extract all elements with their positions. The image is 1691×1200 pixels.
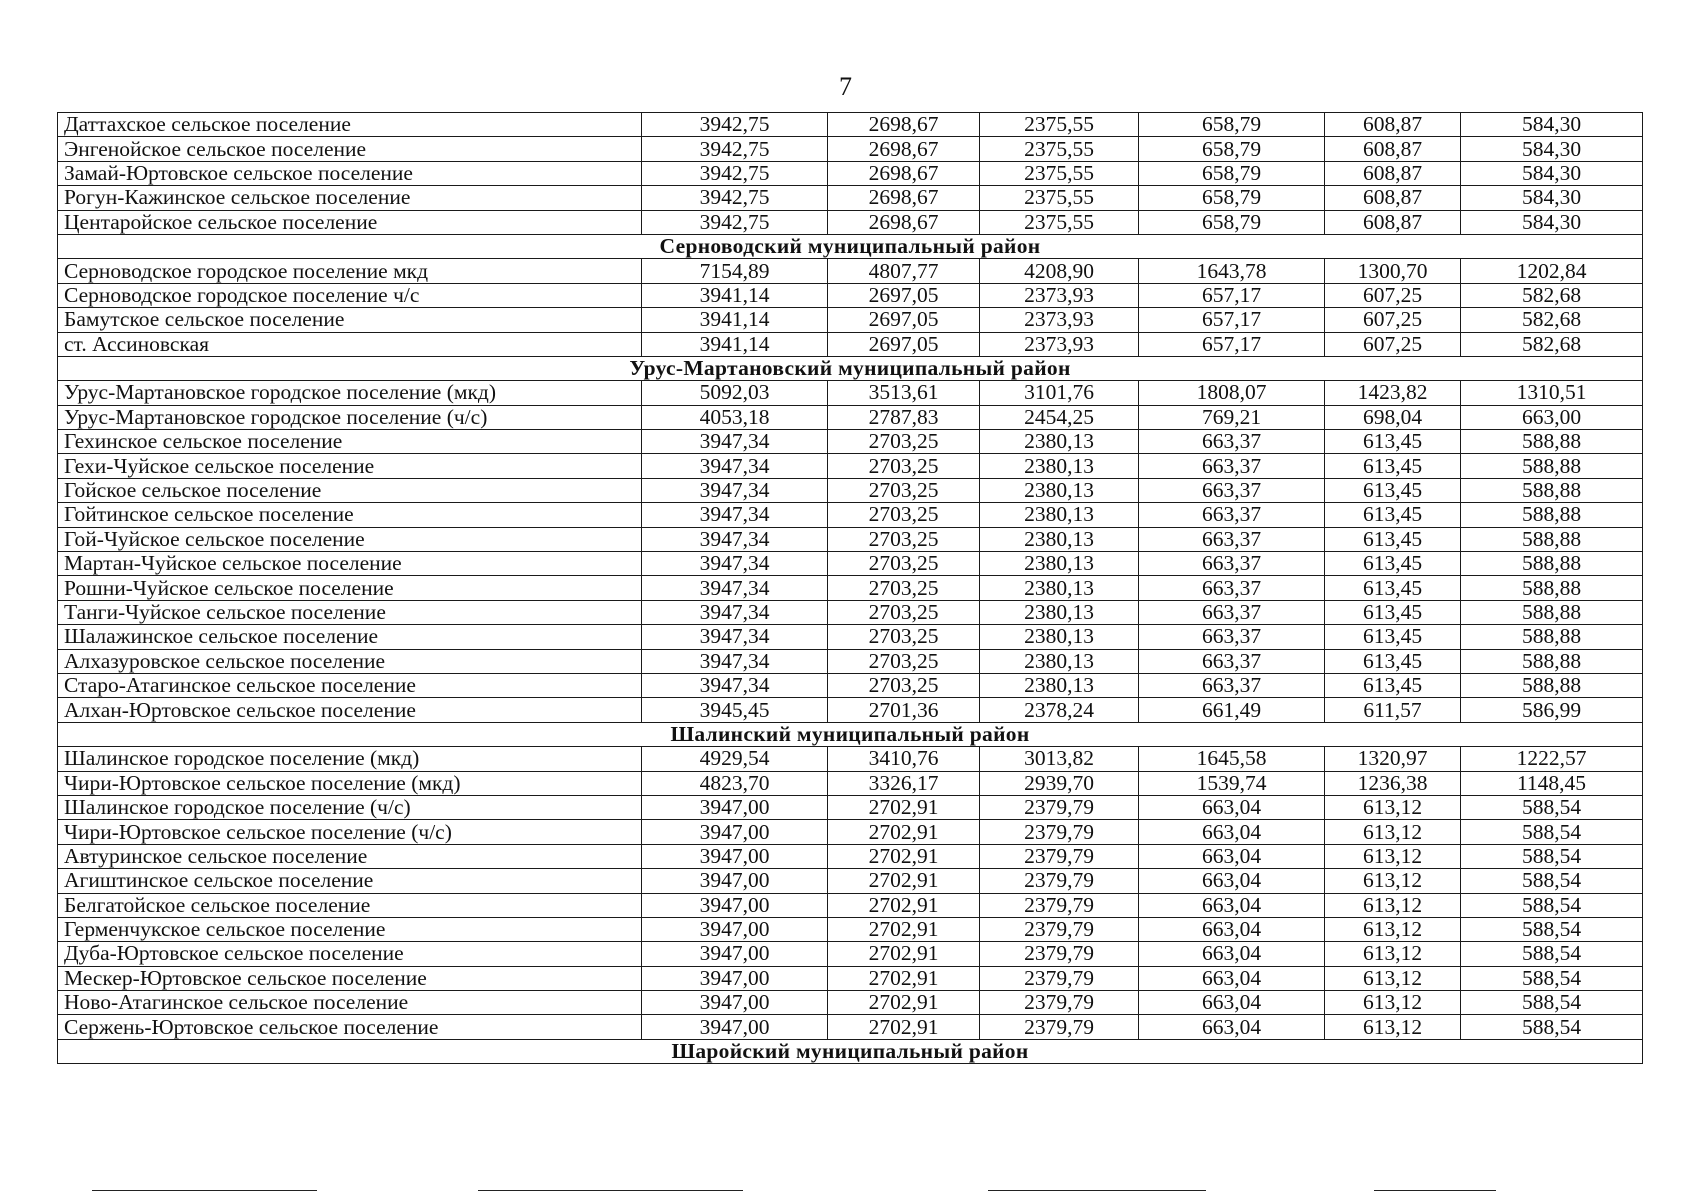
tariff-value-cell: 613,12	[1325, 917, 1461, 941]
tariff-value-cell: 3947,34	[642, 454, 828, 478]
tariff-table	[57, 112, 1643, 1064]
district-name: Шаройский муниципальный район	[58, 1039, 1643, 1063]
tariff-value-cell: 582,68	[1461, 308, 1643, 332]
settlement-name: Гойтинское сельское поселение	[58, 503, 642, 527]
settlement-name: Центаройское сельское поселение	[58, 210, 642, 234]
signature-line	[988, 1190, 1206, 1191]
tariff-value-cell: 613,45	[1325, 478, 1461, 502]
table-row	[58, 186, 1643, 210]
tariff-value-cell: 2379,79	[980, 893, 1139, 917]
tariff-value-cell: 588,88	[1461, 478, 1643, 502]
tariff-value-cell: 613,12	[1325, 893, 1461, 917]
table-row	[58, 942, 1643, 966]
tariff-value-cell: 663,37	[1139, 478, 1325, 502]
tariff-value-cell: 2380,13	[980, 478, 1139, 502]
tariff-value-cell: 2698,67	[828, 210, 980, 234]
settlement-name: Старо-Атагинское сельское поселение	[58, 673, 642, 697]
tariff-value-cell: 588,54	[1461, 942, 1643, 966]
tariff-value-cell: 2378,24	[980, 698, 1139, 722]
tariff-value-cell: 2702,91	[828, 844, 980, 868]
tariff-value-cell: 1202,84	[1461, 259, 1643, 283]
tariff-value-cell: 1300,70	[1325, 259, 1461, 283]
tariff-value-cell: 611,57	[1325, 698, 1461, 722]
table-row	[58, 600, 1643, 624]
tariff-value-cell: 3947,00	[642, 942, 828, 966]
tariff-value-cell: 1539,74	[1139, 771, 1325, 795]
tariff-value-cell: 663,04	[1139, 1015, 1325, 1039]
tariff-value-cell: 1222,57	[1461, 747, 1643, 771]
tariff-value-cell: 2379,79	[980, 1015, 1139, 1039]
table-row	[58, 625, 1643, 649]
settlement-name: Чири-Юртовское сельское поселение (ч/с)	[58, 820, 642, 844]
tariff-value-cell: 2703,25	[828, 576, 980, 600]
table-row	[58, 259, 1643, 283]
tariff-value-cell: 698,04	[1325, 405, 1461, 429]
table-row	[58, 747, 1643, 771]
settlement-name: Энгенойское сельское поселение	[58, 137, 642, 161]
tariff-value-cell: 3941,14	[642, 283, 828, 307]
tariff-value-cell: 588,54	[1461, 1015, 1643, 1039]
tariff-value-cell: 608,87	[1325, 210, 1461, 234]
tariff-value-cell: 3941,14	[642, 332, 828, 356]
tariff-value-cell: 2379,79	[980, 917, 1139, 941]
tariff-value-cell: 657,17	[1139, 332, 1325, 356]
settlement-name: Шалажинское сельское поселение	[58, 625, 642, 649]
tariff-value-cell: 3942,75	[642, 210, 828, 234]
table-row	[58, 771, 1643, 795]
tariff-value-cell: 588,88	[1461, 527, 1643, 551]
tariff-value-cell: 607,25	[1325, 283, 1461, 307]
tariff-value-cell: 3941,14	[642, 308, 828, 332]
tariff-value-cell: 588,54	[1461, 844, 1643, 868]
tariff-value-cell: 658,79	[1139, 113, 1325, 137]
tariff-value-cell: 2373,93	[980, 332, 1139, 356]
tariff-value-cell: 658,79	[1139, 161, 1325, 185]
tariff-value-cell: 3947,00	[642, 795, 828, 819]
tariff-value-cell: 2380,13	[980, 430, 1139, 454]
tariff-value-cell: 613,12	[1325, 942, 1461, 966]
tariff-value-cell: 588,54	[1461, 893, 1643, 917]
settlement-name: Мескер-Юртовское сельское поселение	[58, 966, 642, 990]
tariff-value-cell: 588,54	[1461, 991, 1643, 1015]
tariff-value-cell: 2379,79	[980, 844, 1139, 868]
table-row	[58, 893, 1643, 917]
tariff-value-cell: 3947,00	[642, 966, 828, 990]
tariff-value-cell: 2698,67	[828, 186, 980, 210]
tariff-value-cell: 3947,00	[642, 893, 828, 917]
tariff-value-cell: 608,87	[1325, 161, 1461, 185]
tariff-value-cell: 2380,13	[980, 552, 1139, 576]
tariff-value-cell: 1423,82	[1325, 381, 1461, 405]
tariff-value-cell: 584,30	[1461, 113, 1643, 137]
table-row	[58, 161, 1643, 185]
table-row	[58, 552, 1643, 576]
tariff-value-cell: 663,37	[1139, 527, 1325, 551]
tariff-value-cell: 4053,18	[642, 405, 828, 429]
tariff-value-cell: 663,04	[1139, 869, 1325, 893]
tariff-value-cell: 584,30	[1461, 137, 1643, 161]
tariff-value-cell: 2380,13	[980, 649, 1139, 673]
settlement-name: Агиштинское сельское поселение	[58, 869, 642, 893]
tariff-value-cell: 613,12	[1325, 820, 1461, 844]
tariff-value-cell: 2703,25	[828, 454, 980, 478]
tariff-value-cell: 2702,91	[828, 917, 980, 941]
tariff-value-cell: 2373,93	[980, 283, 1139, 307]
tariff-value-cell: 3947,34	[642, 503, 828, 527]
tariff-value-cell: 1643,78	[1139, 259, 1325, 283]
settlement-name: Урус-Мартановское городское поселение (мкд)	[58, 381, 642, 405]
tariff-value-cell: 2375,55	[980, 210, 1139, 234]
tariff-value-cell: 663,04	[1139, 917, 1325, 941]
tariff-value-cell: 3947,34	[642, 649, 828, 673]
tariff-value-cell: 613,12	[1325, 795, 1461, 819]
settlement-name: Алхазуровское сельское поселение	[58, 649, 642, 673]
tariff-value-cell: 1236,38	[1325, 771, 1461, 795]
settlement-name: Автуринское сельское поселение	[58, 844, 642, 868]
table-row	[58, 283, 1643, 307]
tariff-value-cell: 613,45	[1325, 649, 1461, 673]
tariff-value-cell: 2380,13	[980, 673, 1139, 697]
tariff-value-cell: 2703,25	[828, 552, 980, 576]
tariff-value-cell: 607,25	[1325, 308, 1461, 332]
tariff-value-cell: 658,79	[1139, 137, 1325, 161]
tariff-value-cell: 5092,03	[642, 381, 828, 405]
tariff-value-cell: 3947,00	[642, 844, 828, 868]
page-number: 7	[839, 72, 852, 101]
tariff-value-cell: 663,37	[1139, 503, 1325, 527]
tariff-value-cell: 2380,13	[980, 600, 1139, 624]
tariff-value-cell: 2697,05	[828, 332, 980, 356]
district-header-row	[58, 722, 1643, 746]
tariff-value-cell: 663,04	[1139, 991, 1325, 1015]
tariff-value-cell: 663,04	[1139, 966, 1325, 990]
tariff-value-cell: 588,88	[1461, 673, 1643, 697]
tariff-value-cell: 2698,67	[828, 161, 980, 185]
tariff-value-cell: 3942,75	[642, 137, 828, 161]
settlement-name: Чири-Юртовское сельское поселение (мкд)	[58, 771, 642, 795]
tariff-value-cell: 663,37	[1139, 625, 1325, 649]
tariff-value-cell: 663,00	[1461, 405, 1643, 429]
tariff-value-cell: 3942,75	[642, 186, 828, 210]
tariff-value-cell: 663,37	[1139, 454, 1325, 478]
tariff-value-cell: 588,88	[1461, 625, 1643, 649]
tariff-value-cell: 2379,79	[980, 820, 1139, 844]
table-row	[58, 820, 1643, 844]
tariff-value-cell: 2702,91	[828, 1015, 980, 1039]
tariff-value-cell: 2701,36	[828, 698, 980, 722]
district-header-row	[58, 1039, 1643, 1063]
settlement-name: Мартан-Чуйское сельское поселение	[58, 552, 642, 576]
table-row	[58, 478, 1643, 502]
tariff-value-cell: 2697,05	[828, 283, 980, 307]
table-row	[58, 405, 1643, 429]
tariff-value-cell: 4929,54	[642, 747, 828, 771]
tariff-value-cell: 588,88	[1461, 600, 1643, 624]
settlement-name: Сержень-Юртовское сельское поселение	[58, 1015, 642, 1039]
tariff-value-cell: 658,79	[1139, 186, 1325, 210]
district-name: Шалинский муниципальный район	[58, 722, 1643, 746]
settlement-name: Танги-Чуйское сельское поселение	[58, 600, 642, 624]
table-row	[58, 649, 1643, 673]
tariff-value-cell: 588,88	[1461, 576, 1643, 600]
tariff-value-cell: 2702,91	[828, 893, 980, 917]
tariff-value-cell: 2703,25	[828, 527, 980, 551]
signature-line	[1374, 1190, 1496, 1191]
tariff-value-cell: 2702,91	[828, 942, 980, 966]
tariff-value-cell: 613,45	[1325, 576, 1461, 600]
settlement-name: Серноводское городское поселение ч/с	[58, 283, 642, 307]
tariff-value-cell: 3945,45	[642, 698, 828, 722]
tariff-value-cell: 3513,61	[828, 381, 980, 405]
tariff-value-cell: 3947,34	[642, 527, 828, 551]
tariff-value-cell: 588,54	[1461, 966, 1643, 990]
settlement-name: Ново-Атагинское сельское поселение	[58, 991, 642, 1015]
table-row	[58, 454, 1643, 478]
tariff-value-cell: 2703,25	[828, 430, 980, 454]
tariff-value-cell: 663,37	[1139, 552, 1325, 576]
table-row	[58, 503, 1643, 527]
tariff-value-cell: 2375,55	[980, 186, 1139, 210]
settlement-name: Алхан-Юртовское сельское поселение	[58, 698, 642, 722]
settlement-name: Бамутское сельское поселение	[58, 308, 642, 332]
tariff-value-cell: 588,88	[1461, 454, 1643, 478]
tariff-value-cell: 613,12	[1325, 966, 1461, 990]
tariff-value-cell: 2375,55	[980, 161, 1139, 185]
table-row	[58, 795, 1643, 819]
tariff-value-cell: 2702,91	[828, 966, 980, 990]
tariff-value-cell: 608,87	[1325, 186, 1461, 210]
tariff-value-cell: 3947,34	[642, 625, 828, 649]
tariff-value-cell: 1148,45	[1461, 771, 1643, 795]
tariff-value-cell: 613,12	[1325, 1015, 1461, 1039]
tariff-value-cell: 2703,25	[828, 649, 980, 673]
tariff-value-cell: 2379,79	[980, 991, 1139, 1015]
settlement-name: Гой-Чуйское сельское поселение	[58, 527, 642, 551]
table-row	[58, 210, 1643, 234]
table-row	[58, 869, 1643, 893]
tariff-value-cell: 613,45	[1325, 454, 1461, 478]
tariff-value-cell: 663,04	[1139, 844, 1325, 868]
tariff-value-cell: 2454,25	[980, 405, 1139, 429]
tariff-value-cell: 769,21	[1139, 405, 1325, 429]
tariff-value-cell: 3947,00	[642, 869, 828, 893]
settlement-name: Рогун-Кажинское сельское поселение	[58, 186, 642, 210]
table-row	[58, 381, 1643, 405]
tariff-value-cell: 2698,67	[828, 137, 980, 161]
settlement-name: Серноводское городское поселение мкд	[58, 259, 642, 283]
tariff-value-cell: 582,68	[1461, 332, 1643, 356]
settlement-name: Рошни-Чуйское сельское поселение	[58, 576, 642, 600]
district-name: Урус-Мартановский муниципальный район	[58, 356, 1643, 380]
tariff-value-cell: 2703,25	[828, 478, 980, 502]
table-row	[58, 137, 1643, 161]
tariff-value-cell: 613,12	[1325, 991, 1461, 1015]
tariff-value-cell: 2703,25	[828, 600, 980, 624]
tariff-value-cell: 584,30	[1461, 210, 1643, 234]
tariff-value-cell: 2939,70	[980, 771, 1139, 795]
tariff-value-cell: 586,99	[1461, 698, 1643, 722]
settlement-name: Замай-Юртовское сельское поселение	[58, 161, 642, 185]
tariff-value-cell: 588,54	[1461, 917, 1643, 941]
tariff-value-cell: 584,30	[1461, 186, 1643, 210]
tariff-value-cell: 2380,13	[980, 576, 1139, 600]
tariff-value-cell: 613,12	[1325, 869, 1461, 893]
settlement-name: Дуба-Юртовское сельское поселение	[58, 942, 642, 966]
tariff-value-cell: 3013,82	[980, 747, 1139, 771]
settlement-name: ст. Ассиновская	[58, 332, 642, 356]
table-row	[58, 844, 1643, 868]
tariff-value-cell: 3410,76	[828, 747, 980, 771]
tariff-value-cell: 2697,05	[828, 308, 980, 332]
tariff-value-cell: 4807,77	[828, 259, 980, 283]
table-row	[58, 308, 1643, 332]
tariff-value-cell: 3947,34	[642, 673, 828, 697]
signature-line	[92, 1190, 317, 1191]
tariff-value-cell: 2379,79	[980, 966, 1139, 990]
settlement-name: Гехи-Чуйское сельское поселение	[58, 454, 642, 478]
tariff-value-cell: 663,04	[1139, 893, 1325, 917]
district-name: Серноводский муниципальный район	[58, 234, 1643, 258]
tariff-value-cell: 661,49	[1139, 698, 1325, 722]
tariff-value-cell: 3947,34	[642, 430, 828, 454]
table-row	[58, 527, 1643, 551]
tariff-value-cell: 3947,34	[642, 478, 828, 502]
tariff-value-cell: 663,37	[1139, 649, 1325, 673]
settlement-name: Урус-Мартановское городское поселение (ч/с)	[58, 405, 642, 429]
table-row	[58, 430, 1643, 454]
table-row	[58, 966, 1643, 990]
table-row	[58, 917, 1643, 941]
tariff-value-cell: 2702,91	[828, 820, 980, 844]
tariff-value-cell: 3942,75	[642, 161, 828, 185]
tariff-value-cell: 588,88	[1461, 649, 1643, 673]
settlement-name: Шалинское городское поселение (ч/с)	[58, 795, 642, 819]
tariff-value-cell: 657,17	[1139, 283, 1325, 307]
tariff-value-cell: 613,45	[1325, 503, 1461, 527]
tariff-value-cell: 657,17	[1139, 308, 1325, 332]
tariff-value-cell: 663,37	[1139, 673, 1325, 697]
tariff-value-cell: 663,37	[1139, 430, 1325, 454]
tariff-value-cell: 2380,13	[980, 454, 1139, 478]
tariff-value-cell: 2703,25	[828, 625, 980, 649]
tariff-value-cell: 2787,83	[828, 405, 980, 429]
tariff-value-cell: 2702,91	[828, 795, 980, 819]
tariff-value-cell: 663,04	[1139, 942, 1325, 966]
tariff-value-cell: 2380,13	[980, 503, 1139, 527]
tariff-value-cell: 582,68	[1461, 283, 1643, 307]
tariff-value-cell: 4208,90	[980, 259, 1139, 283]
settlement-name: Шалинское городское поселение (мкд)	[58, 747, 642, 771]
table-row	[58, 991, 1643, 1015]
tariff-value-cell: 2373,93	[980, 308, 1139, 332]
tariff-value-cell: 2375,55	[980, 137, 1139, 161]
settlement-name: Герменчукское сельское поселение	[58, 917, 642, 941]
tariff-value-cell: 588,88	[1461, 503, 1643, 527]
tariff-value-cell: 2703,25	[828, 503, 980, 527]
tariff-value-cell: 3947,34	[642, 552, 828, 576]
tariff-value-cell: 1808,07	[1139, 381, 1325, 405]
tariff-value-cell: 613,12	[1325, 844, 1461, 868]
tariff-value-cell: 2380,13	[980, 625, 1139, 649]
tariff-value-cell: 613,45	[1325, 625, 1461, 649]
table-row	[58, 332, 1643, 356]
tariff-value-cell: 3101,76	[980, 381, 1139, 405]
settlement-name: Белгатойское сельское поселение	[58, 893, 642, 917]
tariff-value-cell: 3947,00	[642, 1015, 828, 1039]
tariff-value-cell: 2379,79	[980, 869, 1139, 893]
tariff-value-cell: 4823,70	[642, 771, 828, 795]
tariff-value-cell: 3947,00	[642, 820, 828, 844]
tariff-value-cell: 658,79	[1139, 210, 1325, 234]
tariff-value-cell: 2379,79	[980, 942, 1139, 966]
tariff-value-cell: 663,37	[1139, 600, 1325, 624]
tariff-value-cell: 613,45	[1325, 552, 1461, 576]
tariff-value-cell: 663,37	[1139, 576, 1325, 600]
tariff-value-cell: 588,88	[1461, 552, 1643, 576]
table-row	[58, 113, 1643, 137]
tariff-value-cell: 2703,25	[828, 673, 980, 697]
tariff-value-cell: 588,54	[1461, 820, 1643, 844]
tariff-value-cell: 2375,55	[980, 113, 1139, 137]
tariff-value-cell: 2702,91	[828, 869, 980, 893]
signature-line	[478, 1190, 743, 1191]
table-row	[58, 673, 1643, 697]
tariff-value-cell: 608,87	[1325, 137, 1461, 161]
tariff-value-cell: 3947,00	[642, 917, 828, 941]
tariff-value-cell: 2698,67	[828, 113, 980, 137]
settlement-name: Даттахское сельское поселение	[58, 113, 642, 137]
table-row	[58, 698, 1643, 722]
tariff-value-cell: 588,54	[1461, 795, 1643, 819]
tariff-value-cell: 588,54	[1461, 869, 1643, 893]
tariff-value-cell: 3947,34	[642, 600, 828, 624]
tariff-value-cell: 7154,89	[642, 259, 828, 283]
tariff-value-cell: 1645,58	[1139, 747, 1325, 771]
settlement-name: Гехинское сельское поселение	[58, 430, 642, 454]
tariff-value-cell: 588,88	[1461, 430, 1643, 454]
tariff-value-cell: 3326,17	[828, 771, 980, 795]
tariff-value-cell: 1320,97	[1325, 747, 1461, 771]
tariff-value-cell: 3947,34	[642, 576, 828, 600]
tariff-value-cell: 613,45	[1325, 600, 1461, 624]
tariff-value-cell: 3942,75	[642, 113, 828, 137]
tariff-value-cell: 613,45	[1325, 673, 1461, 697]
district-header-row	[58, 234, 1643, 258]
table-row	[58, 576, 1643, 600]
settlement-name: Гойское сельское поселение	[58, 478, 642, 502]
tariff-value-cell: 2702,91	[828, 991, 980, 1015]
district-header-row	[58, 356, 1643, 380]
tariff-value-cell: 2379,79	[980, 795, 1139, 819]
tariff-value-cell: 613,45	[1325, 527, 1461, 551]
tariff-value-cell: 663,04	[1139, 820, 1325, 844]
tariff-value-cell: 608,87	[1325, 113, 1461, 137]
tariff-value-cell: 2380,13	[980, 527, 1139, 551]
tariff-value-cell: 584,30	[1461, 161, 1643, 185]
tariff-table-body	[58, 113, 1643, 1064]
tariff-value-cell: 613,45	[1325, 430, 1461, 454]
tariff-value-cell: 1310,51	[1461, 381, 1643, 405]
tariff-value-cell: 607,25	[1325, 332, 1461, 356]
table-row	[58, 1015, 1643, 1039]
tariff-value-cell: 663,04	[1139, 795, 1325, 819]
tariff-value-cell: 3947,00	[642, 991, 828, 1015]
